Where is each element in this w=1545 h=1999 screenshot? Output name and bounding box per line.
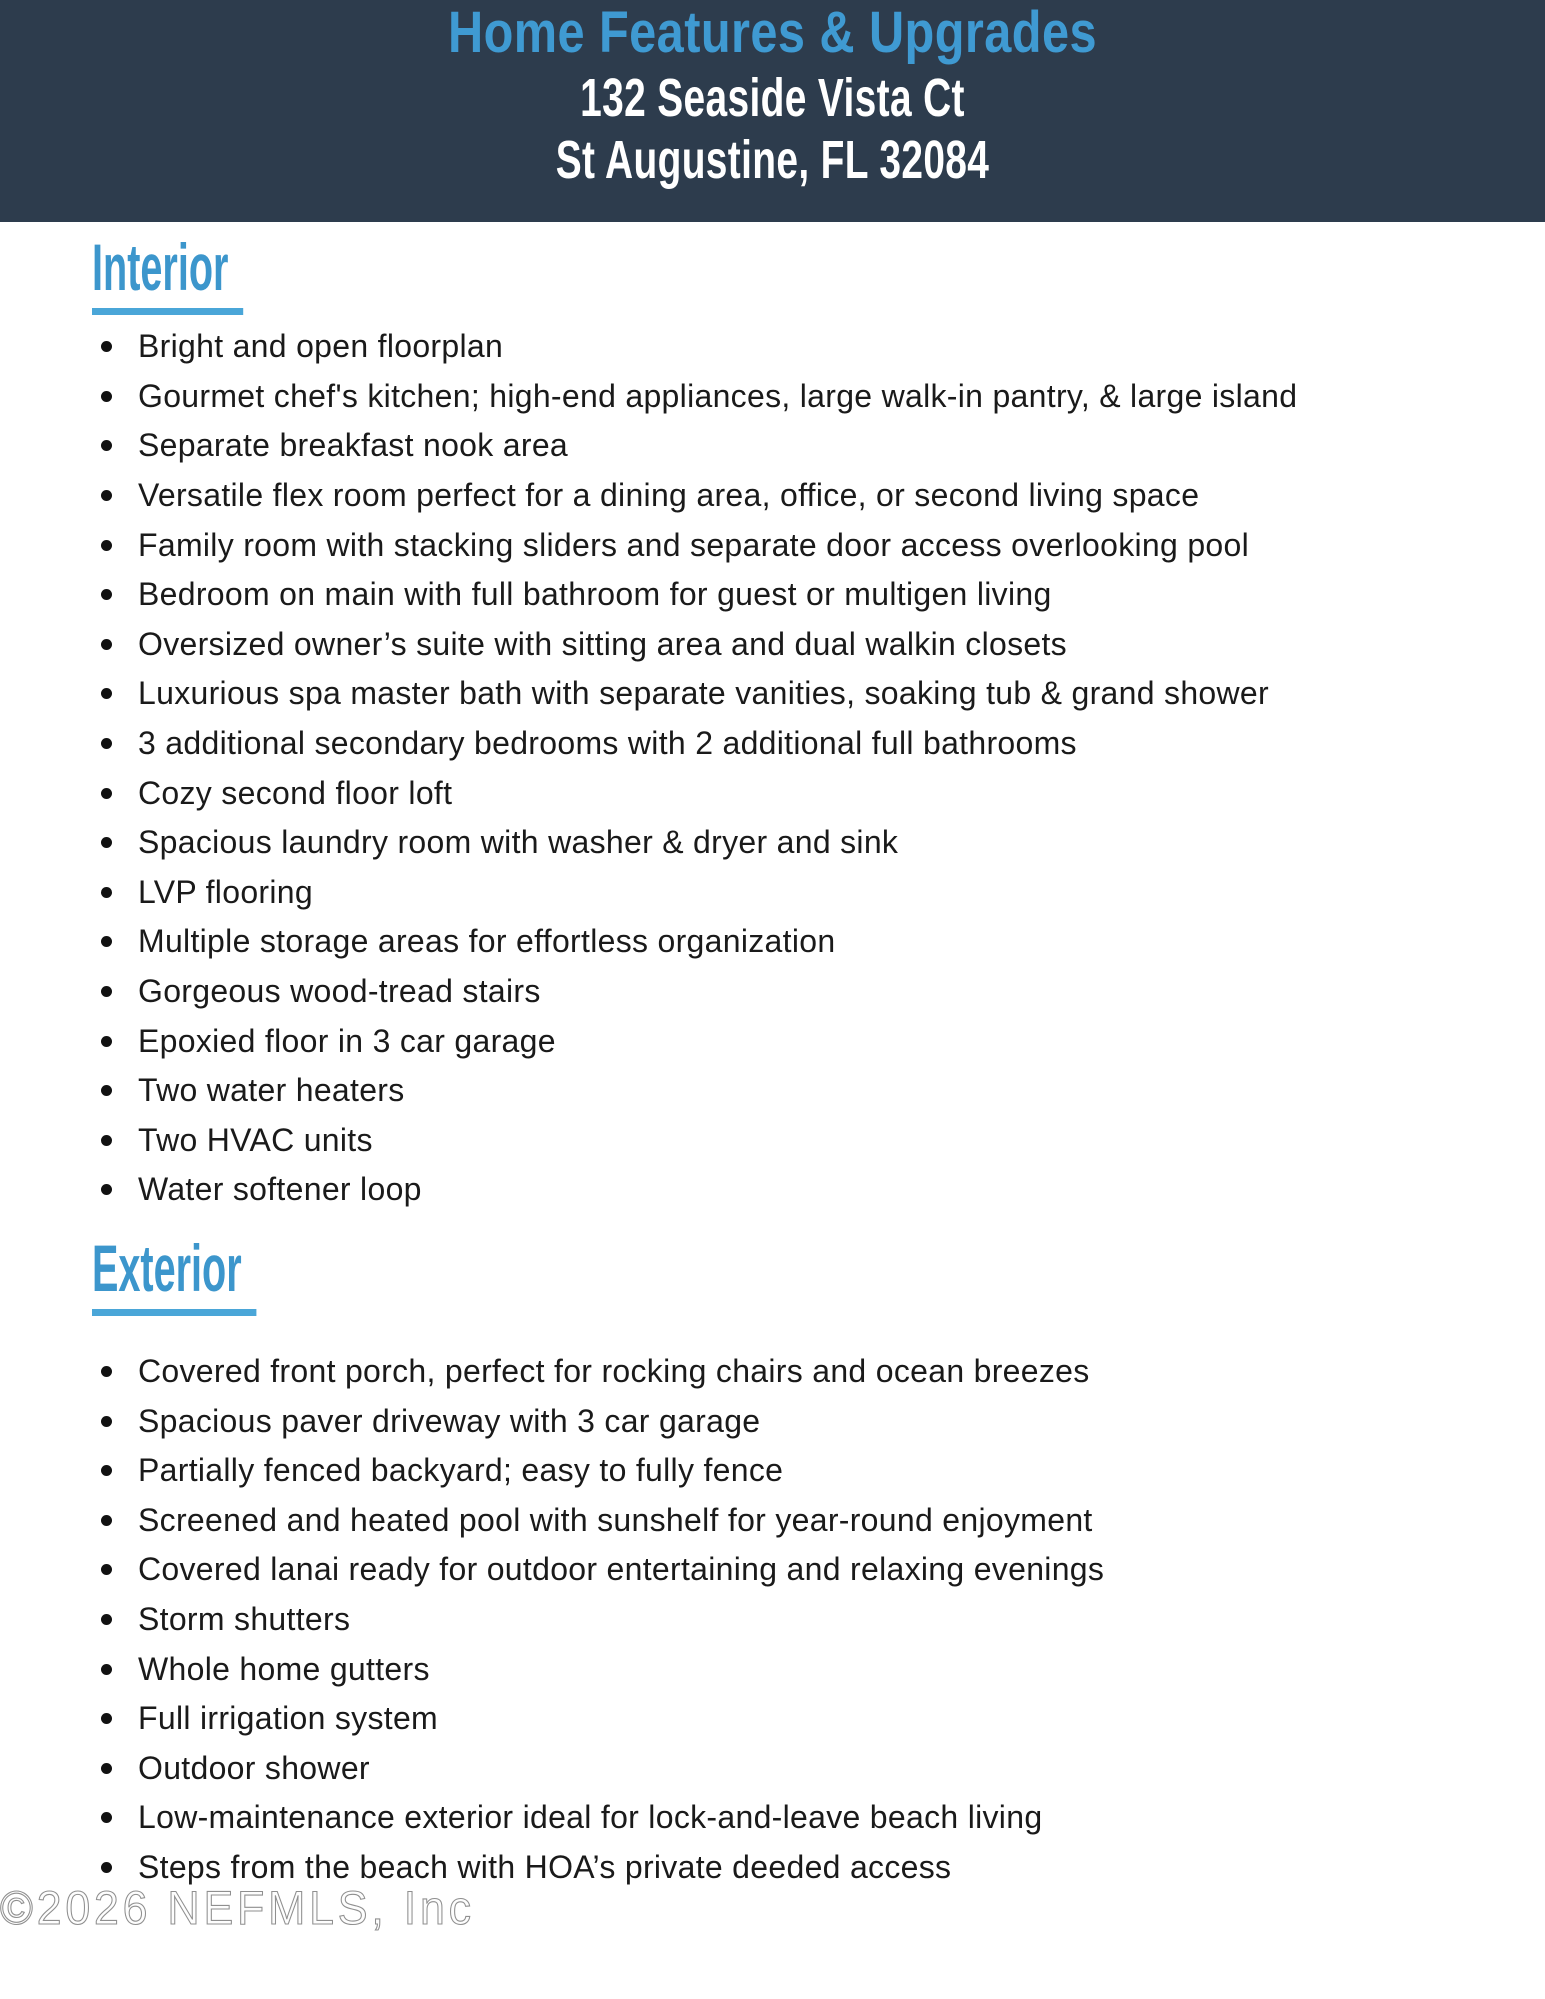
feature-text: Gourmet chef's kitchen; high-end appliances, large walk-in pantry, & large island [138, 377, 1298, 414]
address-line-1: 132 Seaside Vista Ct [580, 68, 965, 128]
feature-list-item [92, 1016, 1525, 1066]
feature-list-item [92, 768, 1525, 818]
feature-text: Oversized owner’s suite with sitting area and dual walkin closets [138, 625, 1067, 662]
header-banner [0, 0, 1545, 222]
bullet-icon [101, 1515, 112, 1526]
flyer-body [0, 222, 1545, 1892]
page-title: Home Features & Upgrades [447, 0, 1098, 65]
feature-list-item [92, 372, 1525, 422]
feature-text: Bright and open floorplan [138, 328, 504, 365]
feature-list-item [92, 1793, 1525, 1843]
feature-text: LVP flooring [138, 873, 313, 910]
feature-list-item [92, 917, 1525, 967]
bullet-icon [101, 936, 112, 947]
bullet-icon [101, 887, 112, 898]
feature-list-item [92, 520, 1525, 570]
feature-text: Multiple storage areas for effortless organization [138, 923, 836, 960]
bullet-icon [101, 1085, 112, 1096]
exterior-feature-list [92, 1347, 1525, 1893]
feature-list-item [92, 421, 1525, 471]
feature-list-item [92, 967, 1525, 1017]
feature-list-item [92, 570, 1525, 620]
feature-text: Versatile flex room perfect for a dining area, office, or second living space [138, 477, 1200, 514]
feature-list-item [92, 322, 1525, 372]
bullet-icon [101, 490, 112, 501]
bullet-icon [101, 1812, 112, 1823]
feature-text: Covered lanai ready for outdoor entertaining and relaxing evenings [138, 1551, 1105, 1588]
feature-list-item [92, 719, 1525, 769]
bullet-icon [101, 1366, 112, 1377]
bullet-icon [101, 1713, 112, 1724]
feature-text: Covered front porch, perfect for rocking chairs and ocean breezes [138, 1352, 1090, 1389]
feature-text: Gorgeous wood-tread stairs [138, 973, 541, 1010]
feature-list-item [92, 1066, 1525, 1116]
bullet-icon [101, 1564, 112, 1575]
feature-list-item [92, 1694, 1525, 1744]
feature-list-item [92, 1347, 1525, 1397]
bullet-icon [101, 986, 112, 997]
interior-feature-list [92, 322, 1525, 1215]
feature-list-item [92, 1116, 1525, 1166]
feature-list-item [92, 1743, 1525, 1793]
bullet-icon [101, 1465, 112, 1476]
bullet-icon [101, 1416, 112, 1427]
bullet-icon [101, 1614, 112, 1625]
feature-text: Epoxied floor in 3 car garage [138, 1022, 556, 1059]
feature-list-item [92, 1446, 1525, 1496]
feature-text: Storm shutters [138, 1600, 351, 1637]
feature-list-item [92, 471, 1525, 521]
feature-text: Spacious paver driveway with 3 car garage [138, 1402, 761, 1439]
feature-list-item [92, 1165, 1525, 1215]
feature-text: Steps from the beach with HOA’s private deeded access [138, 1848, 952, 1885]
address-line-2: St Augustine, FL 32084 [555, 130, 990, 190]
section-exterior [92, 1215, 1525, 1893]
feature-text: Water softener loop [138, 1171, 422, 1208]
watermark: ©2026 NEFMLS, Inc [0, 1881, 475, 1934]
feature-text: Family room with stacking sliders and separate door access overlooking pool [138, 526, 1250, 563]
feature-text: 3 additional secondary bedrooms with 2 additional full bathrooms [138, 725, 1077, 762]
feature-list-item [92, 1495, 1525, 1545]
feature-text: Cozy second floor loft [138, 774, 453, 811]
section-heading-interior: Interior [92, 234, 243, 315]
feature-text: Low-maintenance exterior ideal for lock-and-leave beach living [138, 1799, 1043, 1836]
feature-text: Luxurious spa master bath with separate vanities, soaking tub & grand shower [138, 675, 1269, 712]
bullet-icon [101, 837, 112, 848]
section-interior [92, 222, 1525, 1215]
bullet-icon [101, 589, 112, 600]
feature-list-item [92, 620, 1525, 670]
feature-text: Full irrigation system [138, 1700, 439, 1737]
feature-list-item [92, 868, 1525, 918]
feature-list-item [92, 1396, 1525, 1446]
section-heading-exterior: Exterior [92, 1235, 257, 1316]
feature-text: Two water heaters [138, 1072, 405, 1109]
feature-text: Two HVAC units [138, 1121, 373, 1158]
bullet-icon [101, 738, 112, 749]
bullet-icon [101, 1036, 112, 1047]
bullet-icon [101, 1763, 112, 1774]
bullet-icon [101, 1184, 112, 1195]
bullet-icon [101, 391, 112, 402]
feature-text: Whole home gutters [138, 1650, 430, 1687]
feature-text: Separate breakfast nook area [138, 427, 569, 464]
feature-text: Screened and heated pool with sunshelf for year-round enjoyment [138, 1501, 1093, 1538]
feature-list-item [92, 818, 1525, 868]
feature-list-item [92, 669, 1525, 719]
bullet-icon [101, 1664, 112, 1675]
bullet-icon [101, 1135, 112, 1146]
feature-list-item [92, 1644, 1525, 1694]
bullet-icon [101, 540, 112, 551]
bullet-icon [101, 639, 112, 650]
feature-text: Spacious laundry room with washer & dryer and sink [138, 824, 899, 861]
feature-text: Outdoor shower [138, 1749, 370, 1786]
feature-text: Bedroom on main with full bathroom for guest or multigen living [138, 576, 1052, 613]
bullet-icon [101, 1862, 112, 1873]
feature-list-item [92, 1545, 1525, 1595]
bullet-icon [101, 788, 112, 799]
bullet-icon [101, 688, 112, 699]
feature-text: Partially fenced backyard; easy to fully fence [138, 1452, 784, 1489]
bullet-icon [101, 341, 112, 352]
bullet-icon [101, 440, 112, 451]
feature-list-item [92, 1595, 1525, 1645]
